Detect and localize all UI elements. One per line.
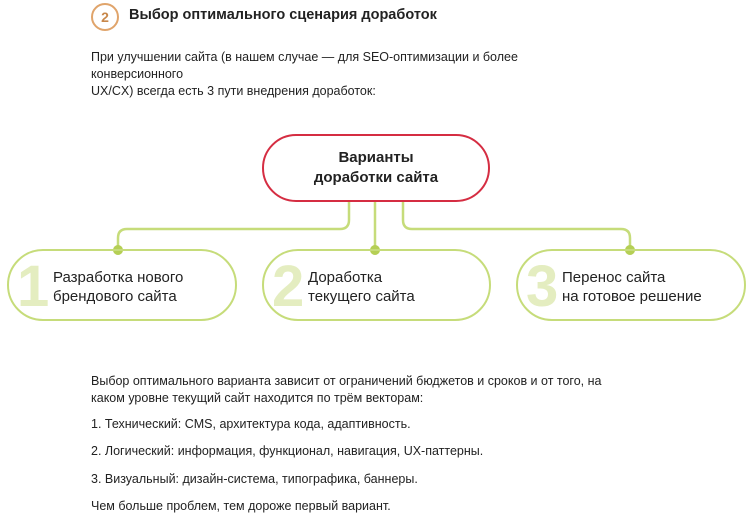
step-number-badge: 2 bbox=[91, 3, 119, 31]
lead-line: каком уровне текущий сайт находится по трём векторам: bbox=[91, 391, 424, 405]
option-label bbox=[53, 268, 183, 306]
label-line: на готовое решение bbox=[562, 288, 702, 305]
section-title: Выбор оптимального сценария доработок bbox=[129, 7, 437, 23]
option-label bbox=[308, 268, 415, 306]
root-line: доработки сайта bbox=[313, 169, 439, 186]
label-line: Разработка нового bbox=[53, 269, 184, 286]
option-label bbox=[562, 268, 702, 306]
connector-1 bbox=[118, 202, 349, 250]
option-node-1 bbox=[7, 249, 237, 321]
label-line: текущего сайта bbox=[308, 288, 415, 305]
connector-3 bbox=[403, 202, 630, 250]
diagram-root-node bbox=[262, 134, 490, 202]
root-line: Варианты bbox=[338, 149, 414, 166]
vector-item-3: 3. Визуальный: дизайн-система, типографика, баннеры. bbox=[91, 472, 418, 486]
option-number: 1 bbox=[17, 254, 50, 319]
option-node-2 bbox=[262, 249, 491, 321]
conclusion-text: Чем больше проблем, тем дороже первый вариант. bbox=[91, 499, 391, 513]
label-line: Перенос сайта bbox=[562, 269, 666, 286]
label-line: брендового сайта bbox=[53, 288, 177, 305]
vector-item-1: 1. Технический: CMS, архитектура кода, адаптивность. bbox=[91, 417, 411, 431]
lead-paragraph bbox=[91, 373, 611, 407]
intro-line: UX/CX) всегда есть 3 пути внедрения доработок: bbox=[91, 84, 376, 98]
intro-line: При улучшении сайта (в нашем случае — для SEO-оптимизации и более конверсионного bbox=[91, 50, 518, 81]
option-number: 3 bbox=[526, 254, 559, 319]
lead-line: Выбор оптимального варианта зависит от ограничений бюджетов и сроков и от того, на bbox=[91, 374, 602, 388]
option-node-3 bbox=[516, 249, 746, 321]
vector-item-2: 2. Логический: информация, функционал, навигация, UX-паттерны. bbox=[91, 444, 484, 458]
label-line: Доработка bbox=[308, 269, 383, 286]
option-number: 2 bbox=[272, 254, 305, 319]
